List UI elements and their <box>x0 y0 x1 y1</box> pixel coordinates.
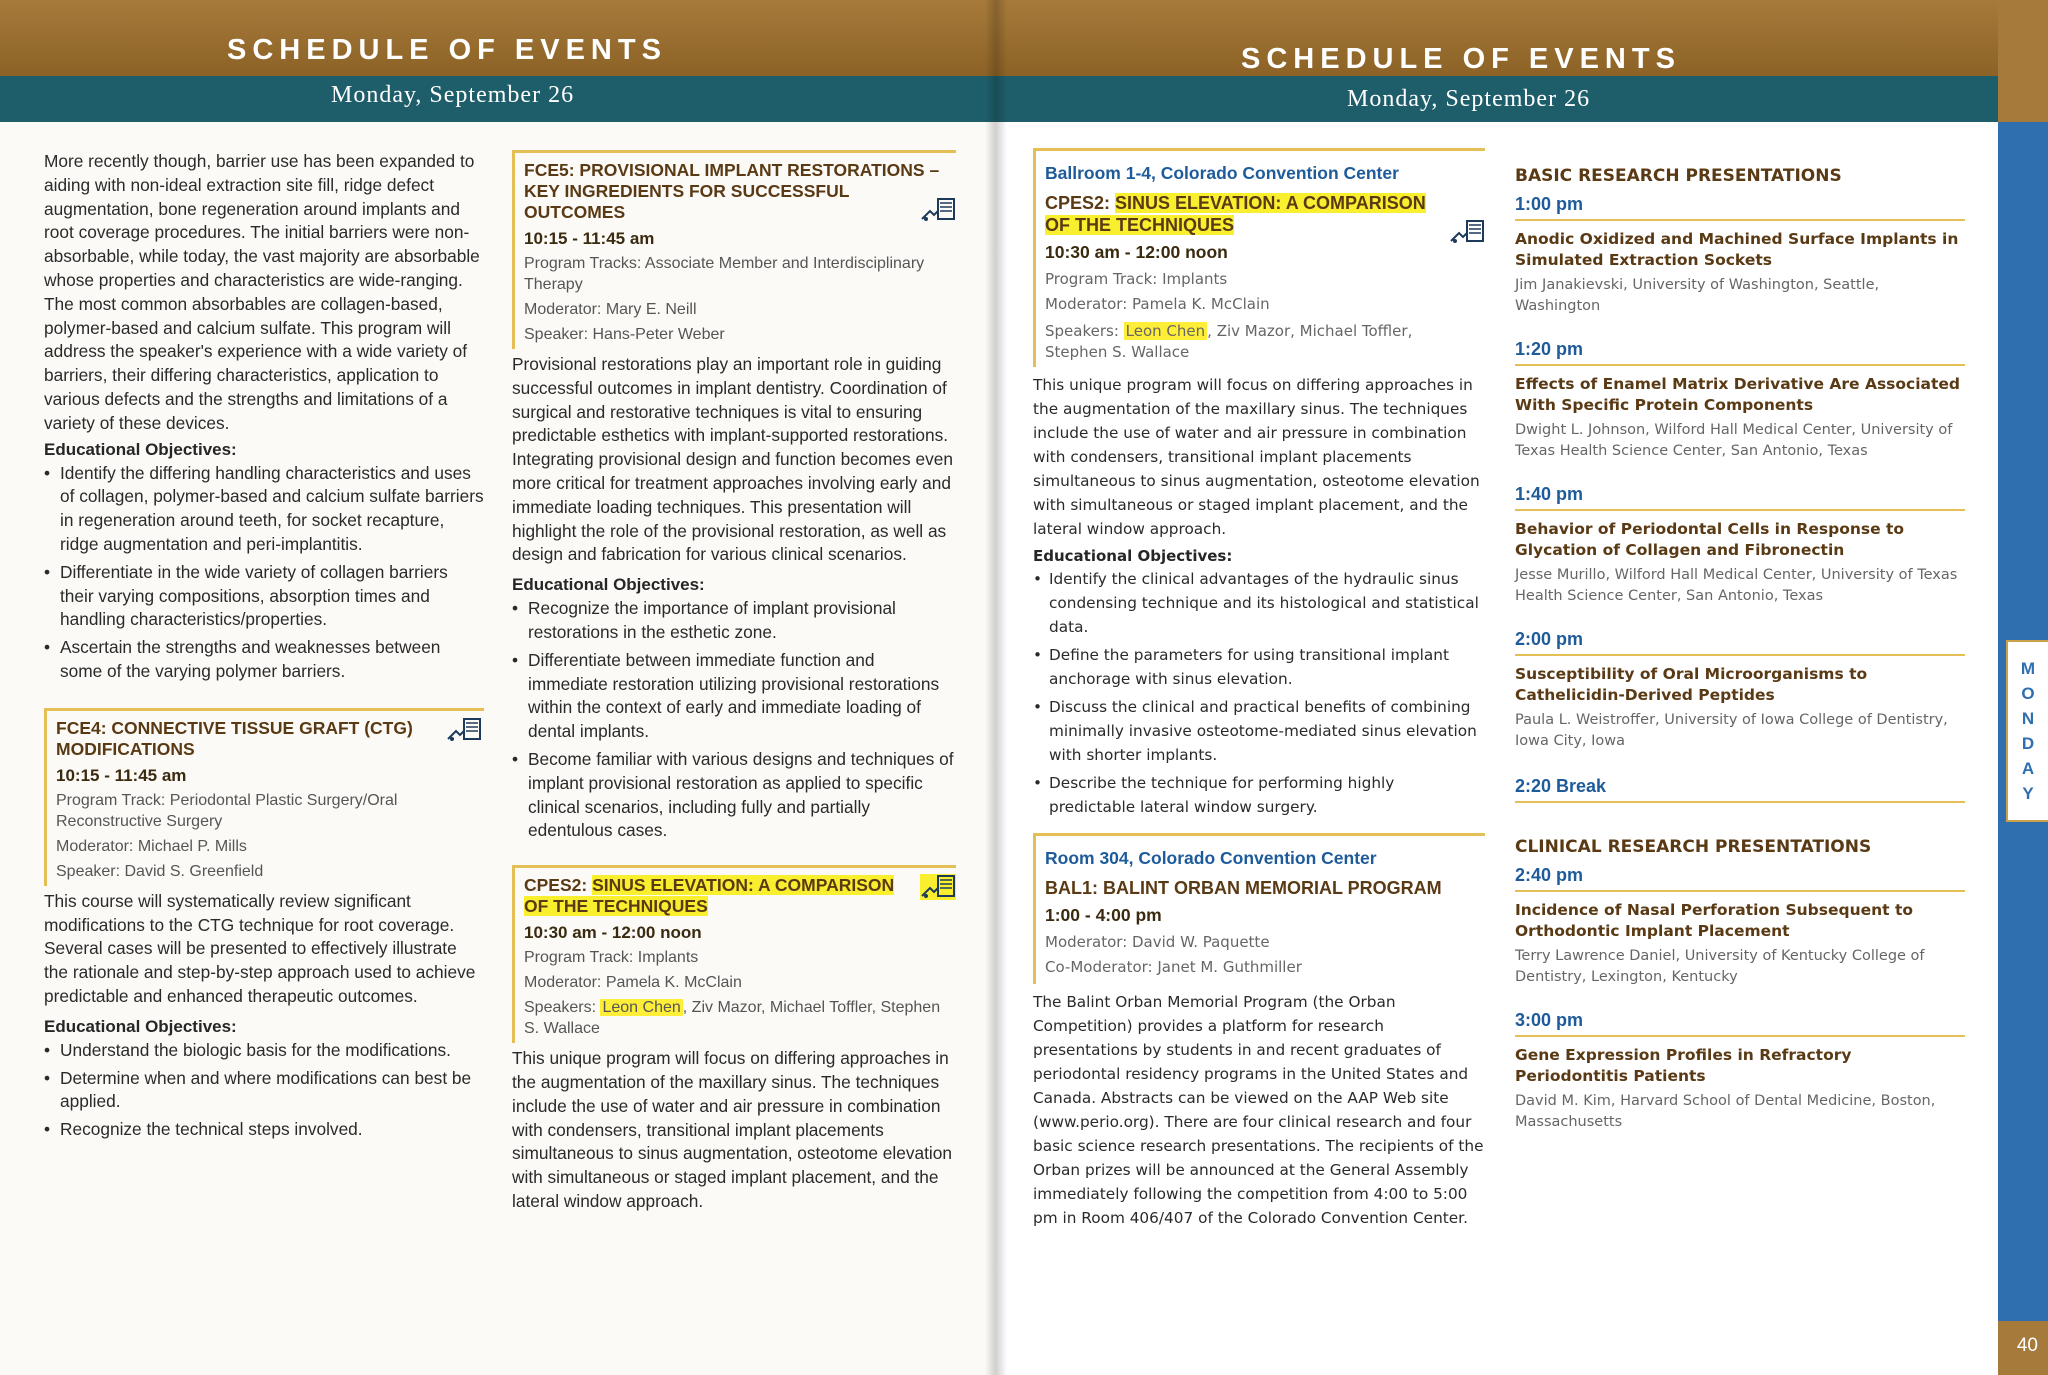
slot-author: David M. Kim, Harvard School of Dental Medicine, Boston, Massachusetts <box>1515 1093 1936 1130</box>
moderator: Moderator: Pamela K. McClain <box>1045 295 1270 313</box>
speakers-label: Speakers: <box>1045 322 1124 340</box>
list-item: • Describe the technique for performing highly predictable lateral window surgery. <box>1033 771 1485 819</box>
list-item: • Recognize the importance of implant provisional restorations in the esthetic zone. <box>512 597 956 645</box>
presentation-slot <box>1515 339 1965 462</box>
list-item: • Identify the clinical advantages of the hydraulic sinus condensing technique and its histological and statistical data. <box>1033 567 1485 639</box>
column-2 <box>512 150 956 1214</box>
presentation-slot <box>1515 194 1965 317</box>
moderator: Moderator: Pamela K. McClain <box>524 974 742 992</box>
session-description: This unique program will focus on differing approaches in the augmentation of the maxillary sinus. The techniques include the use of water and air pressure in combination with condensers, transitional implant placements simultaneous to sinus augmentation, osteotome elevation with simultaneous or staged implant placement, and the lateral window approach. <box>1033 376 1480 538</box>
slot-title: Incidence of Nasal Perforation Subsequent to Orthodontic Implant Placement <box>1515 901 1914 940</box>
session-time: 10:15 - 11:45 am <box>56 765 187 785</box>
session-description: Provisional restorations play an important role in guiding successful outcomes in implant dentistry. Coordination of surgical and restorative techniques is vital to ensuring predictable esthetics with implant-supported restorations. Integrating provisional design and function becomes even more critical for treatment approaches involving early and immediate loading techniques. This presentation will highlight the role of the provisional restoration, as well as design and fabrication for various clinical scenarios. <box>512 354 953 565</box>
list-item: • Identify the differing handling characteristics and uses of collagen, polymer-based and calcium sulfate barriers in regeneration around teeth, for socket recapture, ridge augmentation and peri-implantitis. <box>44 462 484 557</box>
book-gutter <box>985 0 1007 1375</box>
slot-author: Dwight L. Johnson, Wilford Hall Medical Center, University of Texas Health Science Center, San Antonio, Texas <box>1515 422 1953 459</box>
moderator: Moderator: David W. Paquette <box>1045 933 1270 951</box>
presentation-slot <box>1515 865 1965 988</box>
course-type-icon <box>1449 219 1485 245</box>
session-time: 10:15 - 11:45 am <box>524 229 655 248</box>
slot-title: Anodic Oxidized and Machined Surface Implants in Simulated Extraction Sockets <box>1515 230 1959 269</box>
section-heading: BASIC RESEARCH PRESENTATIONS <box>1515 166 1842 186</box>
column-4 <box>1515 166 1965 1133</box>
slot-title: Behavior of Periodontal Cells in Response to Glycation of Collagen and Fibronectin <box>1515 520 1905 559</box>
co-moderator: Co-Moderator: Janet M. Guthmiller <box>1045 958 1302 976</box>
session-description: This course will systematically review significant modifications to the CTG technique for root coverage. Several cases will be presented to effectively illustrate the rationale and step-by-step approach used to achieve predictable and enhanced therapeutic outcomes. <box>44 890 476 1006</box>
speakers <box>1045 321 1477 363</box>
speaker: Speaker: Hans-Peter Weber <box>524 326 725 343</box>
session-description: The Balint Orban Memorial Program (the Orban Competition) provides a platform for research presentations by students in and recent graduates of periodontal residency programs in the United States and Canada. Abstracts can be viewed on the AAP Web site (www.perio.org). There are four clinical research and four basic science research presentations. The recipients of the Orban prizes will be announced at the General Assembly immediately following the competition from 4:00 to 5:00 pm in Room 406/407 of the Colorado Convention Center. <box>1033 993 1484 1227</box>
highlighted-speaker: Leon Chen <box>1125 322 1206 340</box>
day-letter: O <box>2021 684 2035 703</box>
venue: Ballroom 1-4, Colorado Convention Center <box>1045 163 1399 183</box>
slot-author: Paula L. Weistroffer, University of Iowa College of Dentistry, Iowa City, Iowa <box>1515 712 1948 749</box>
session-time: 10:30 am - 12:00 noon <box>1045 242 1228 262</box>
day-letter: D <box>2021 734 2035 753</box>
presentation-slot <box>1515 1010 1965 1133</box>
session-box-fce5 <box>512 150 956 349</box>
slot-time: 3:00 pm <box>1515 1010 1965 1037</box>
slot-author: Terry Lawrence Daniel, University of Kentucky College of Dentistry, Lexington, Kentucky <box>1515 948 1925 985</box>
day-tab <box>2006 640 2048 822</box>
page-date: Monday, September 26 <box>1347 86 1591 112</box>
column-3 <box>1033 148 1485 1230</box>
session-title: BAL1: BALINT ORBAN MEMORIAL PROGRAM <box>1045 878 1442 898</box>
session-box-fce4 <box>44 708 484 886</box>
list-item: • Ascertain the strengths and weaknesses between some of the varying polymer barriers. <box>44 636 484 684</box>
column-1 <box>44 150 484 1146</box>
speakers-label: Speakers: <box>524 999 601 1017</box>
list-item: • Become familiar with various designs and techniques of implant provisional restoration as applied to specific clinical scenarios, including fully and partially edentulous cases. <box>512 748 956 843</box>
slot-title: Effects of Enamel Matrix Derivative Are Associated With Specific Protein Components <box>1515 375 1961 414</box>
intro-paragraph: More recently though, barrier use has been expanded to aiding with non-ideal extraction site fill, ridge defect augmentation, bone regeneration around implants and root coverage procedures. The initial barriers were non-absorbable, while today, the vast majority are absorbable whose properties and characteristics are wide-ranging. The most common absorbables are collagen-based, polymer-based and calcium sulfate. This program will address the speaker's experience with a wide variety of barriers, their differing characteristics, application to various defects and the strengths and limitations of a variety of these devices. <box>44 151 480 433</box>
presentation-slot <box>1515 484 1965 607</box>
session-box-bal1 <box>1033 833 1485 984</box>
highlighted-title: SINUS ELEVATION: A COMPARISON OF THE TECHNIQUES <box>1045 193 1426 235</box>
slot-time: 2:00 pm <box>1515 629 1965 656</box>
program-track: Program Track: Implants <box>1045 270 1228 288</box>
page-title: SCHEDULE OF EVENTS <box>1241 43 1681 75</box>
session-title <box>524 875 914 917</box>
list-item: • Determine when and where modifications can best be applied. <box>44 1067 484 1115</box>
course-type-icon <box>446 717 482 743</box>
list-item: • Differentiate between immediate function and immediate restoration utilizing provisional restorations within the context of early and immediate loading of dental implants. <box>512 649 956 744</box>
session-box-cpes2 <box>512 865 956 1043</box>
program-track: Program Tracks: Associate Member and Interdisciplinary Therapy <box>524 255 925 293</box>
objectives-list <box>1033 567 1485 819</box>
presentation-slot <box>1515 629 1965 752</box>
session-time: 1:00 - 4:00 pm <box>1045 905 1162 925</box>
objectives-heading: Educational Objectives: <box>512 575 705 595</box>
course-type-icon <box>920 874 956 900</box>
strip-top <box>1998 0 2048 122</box>
slot-time: 1:20 pm <box>1515 339 1965 366</box>
slot-title: Gene Expression Profiles in Refractory Periodontitis Patients <box>1515 1046 1852 1085</box>
page-date: Monday, September 26 <box>331 82 575 108</box>
venue: Room 304, Colorado Convention Center <box>1045 848 1377 868</box>
list-item: • Discuss the clinical and practical benefits of combining minimally invasive osteotome-mediated sinus elevation with shorter implants. <box>1033 695 1485 767</box>
day-letter: Y <box>2022 784 2034 803</box>
slot-time: 1:40 pm <box>1515 484 1965 511</box>
objectives-list <box>512 597 956 843</box>
session-time: 10:30 am - 12:00 noon <box>524 923 702 943</box>
speakers-rest: , Ziv Mazor, Michael Toffler, Stephen S. Wallace <box>524 999 941 1038</box>
objectives-heading: Educational Objectives: <box>1033 547 1233 565</box>
speaker: Speaker: David S. Greenfield <box>56 862 264 880</box>
objectives-heading: Educational Objectives: <box>44 1016 237 1036</box>
moderator: Moderator: Michael P. Mills <box>56 837 247 855</box>
session-code: CPES2: <box>524 875 593 896</box>
break-slot <box>1515 776 1965 803</box>
day-letter: M <box>2020 659 2036 678</box>
section-heading: CLINICAL RESEARCH PRESENTATIONS <box>1515 837 1872 857</box>
day-letter: N <box>2021 709 2035 728</box>
list-item: • Recognize the technical steps involved. <box>44 1118 484 1142</box>
page-number: 40 <box>2016 1335 2038 1356</box>
slot-time: 1:00 pm <box>1515 194 1965 221</box>
list-item: • Understand the biologic basis for the modifications. <box>44 1039 484 1063</box>
right-page <box>995 0 2048 1375</box>
page-title: SCHEDULE OF EVENTS <box>227 34 667 66</box>
break-label: 2:20 Break <box>1515 776 1965 803</box>
course-type-icon <box>920 197 956 223</box>
moderator: Moderator: Mary E. Neill <box>524 301 697 318</box>
left-page <box>0 0 995 1375</box>
slot-time: 2:40 pm <box>1515 865 1965 892</box>
objectives-heading: Educational Objectives: <box>44 439 237 459</box>
day-letter: A <box>2021 759 2035 778</box>
session-title: FCE5: PROVISIONAL IMPLANT RESTORATIONS – KEY INGREDIENTS FOR SUCCESSFUL OUTCOMES <box>524 160 940 222</box>
highlighted-title: SINUS ELEVATION: A COMPARISON OF THE TECHNIQUES <box>524 875 895 917</box>
highlighted-speaker: Leon Chen <box>602 999 681 1017</box>
objectives-list <box>44 462 484 684</box>
program-track: Program Track: Periodontal Plastic Surgery/Oral Reconstructive Surgery <box>56 791 398 830</box>
objectives-list <box>44 1039 484 1142</box>
speakers <box>524 997 948 1039</box>
list-item: • Define the parameters for using transitional implant anchorage with sinus elevation. <box>1033 643 1485 691</box>
session-box-cpes2-right <box>1033 148 1485 367</box>
session-title: FCE4: CONNECTIVE TISSUE GRAFT (CTG) MODIFICATIONS <box>56 717 413 759</box>
list-item: • Differentiate in the wide variety of collagen barriers their varying compositions, absorption times and handling characteristics/properties. <box>44 561 484 632</box>
slot-title: Susceptibility of Oral Microorganisms to Cathelicidin-Derived Peptides <box>1515 665 1868 704</box>
slot-author: Jesse Murillo, Wilford Hall Medical Center, University of Texas Health Science Center, San Antonio, Texas <box>1515 567 1958 604</box>
program-track: Program Track: Implants <box>524 949 699 967</box>
session-description: This unique program will focus on differing approaches in the augmentation of the maxillary sinus. The techniques include the use of water and air pressure in combination with condensers, transitional implant placements simultaneous to sinus augmentation, osteotome elevation with simultaneous or staged implant placement, and the lateral window approach. <box>512 1048 952 1211</box>
speakers-rest: , Ziv Mazor, Michael Toffler, Stephen S. Wallace <box>1045 322 1413 361</box>
session-code: CPES2: <box>1045 193 1116 213</box>
session-title <box>1045 192 1455 236</box>
slot-author: Jim Janakievski, University of Washington, Seattle, Washington <box>1515 277 1880 314</box>
